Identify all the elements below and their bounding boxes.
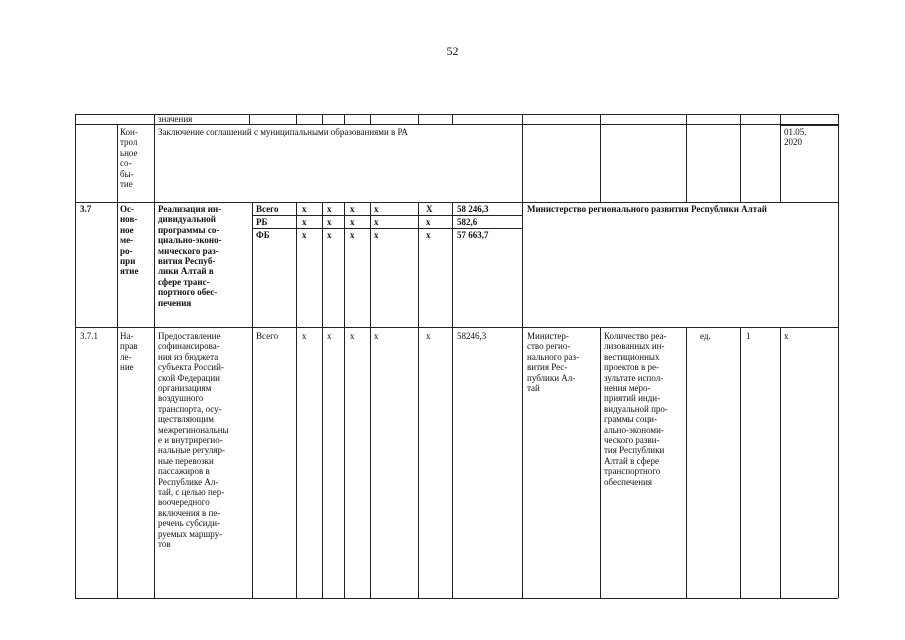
row-3-7-1-name-line: речень субсиди- (158, 518, 221, 529)
table-vline (344, 327, 345, 598)
row-3-7-type-line: Ос- (120, 204, 134, 214)
indicator-line: Алтай в сфере (604, 455, 660, 466)
x-mark: х (302, 204, 307, 214)
indicator-line: приятий инди- (604, 393, 661, 404)
row-3-7-1-name-line: руемых маршру- (158, 528, 223, 539)
row-3-7-1-executor-line: публики Ал- (527, 372, 576, 383)
x-mark: х (374, 230, 379, 240)
control-type-line: бы- (120, 168, 134, 179)
row-3-7-1-name-line: нальные регуляр- (158, 445, 226, 456)
x-mark: х (374, 204, 379, 214)
table-vline (370, 327, 371, 598)
funding-source: РБ (256, 217, 268, 227)
indicator-line: тия Республики (604, 445, 665, 456)
indicator-line: ческого разви- (604, 435, 660, 445)
row-3-7-type-line: ятие (120, 266, 139, 277)
table-hline (252, 215, 522, 216)
indicator-line: вестиционных (604, 351, 660, 362)
table-vline (296, 327, 297, 598)
table-vline (296, 114, 297, 124)
row-3-7-1-name-line: тов (158, 539, 171, 549)
table-vline (418, 114, 419, 124)
table-vline (522, 327, 523, 598)
control-type-line: со- (120, 158, 132, 169)
table-vline (686, 124, 687, 202)
table-vline (686, 327, 687, 598)
funding-source: ФБ (256, 230, 270, 240)
table-vline (686, 114, 687, 124)
table-vline (600, 124, 601, 202)
row-3-7-1-name-line: ской Федерации (158, 372, 220, 383)
row-3-7-1-executor-line: вития Рес- (527, 362, 568, 373)
row-3-7-1-name-line: софинансирова- (158, 341, 220, 352)
table-vline (322, 327, 323, 598)
table-hline (75, 327, 838, 328)
funding-amount: 58246,3 (457, 331, 487, 341)
row-3-7-1-executor-line: ство регио- (527, 341, 571, 352)
row-3-7-1-executor-line: нального раз- (527, 351, 580, 362)
row-3-7-name-line: вития Респуб- (158, 256, 216, 266)
row-3-7-1-name-line: воочередного (158, 497, 210, 508)
funding-amount: 58 246,3 (457, 204, 489, 214)
page-number: 52 (446, 44, 459, 58)
funding-source: Всего (256, 331, 279, 341)
table-vline (117, 124, 118, 598)
table-vline (740, 327, 741, 598)
table-left-border (75, 114, 76, 598)
row-3-7-1-name-line: межрегинональны (158, 424, 229, 435)
row-3-7-1-name-line: пассажиров в (158, 466, 210, 477)
x-mark: х (327, 230, 332, 240)
table-vline (249, 114, 250, 124)
x-mark: х (350, 331, 355, 341)
x-mark: х (302, 230, 307, 240)
indicator-line: видуальной про- (604, 403, 668, 414)
row-3-7-name-line: программы со- (158, 224, 220, 235)
row-3-7-1-name-line: ния из бюджета (158, 351, 219, 362)
table-hline (780, 125, 838, 126)
values-label: значения (158, 114, 193, 124)
indicator-line: ально-экономи- (604, 424, 664, 435)
x-mark: х (426, 217, 431, 227)
x-mark: х (350, 217, 355, 227)
row-3-7-type-line: при (120, 256, 136, 266)
control-type-line: трол (120, 137, 138, 148)
row-3-7-type-line: ное (120, 224, 134, 235)
table-vline (740, 124, 741, 202)
indicator-line: граммы соци- (604, 414, 657, 425)
row-3-7-name-line: печения (158, 297, 192, 308)
row-3-7-type-line: ро- (120, 245, 133, 256)
table-hline (252, 228, 522, 229)
table-right-border (838, 114, 839, 598)
control-date-line: 01.05. (784, 127, 807, 137)
row-3-7-1-name-line: включения в пе- (158, 507, 221, 518)
table-vline (600, 327, 601, 598)
table-vline (370, 114, 371, 124)
table-vline (344, 114, 345, 124)
table-vline (154, 114, 155, 598)
row-3-7-1-name-line: организациям (158, 383, 212, 393)
row-3-7-1-type-line: прав (120, 341, 138, 352)
row-3-7-1-name-line: е и внутрирегио- (158, 435, 223, 445)
indicator-line: нения меро- (604, 383, 651, 393)
table-vline (252, 202, 253, 327)
x-mark: х (302, 331, 307, 341)
indicator-mark: х (784, 331, 789, 341)
table-vline (344, 202, 345, 327)
table-vline (740, 114, 741, 124)
row-3-7-1-type-line: ние (120, 362, 134, 373)
control-description: Заключение соглашений с муниципальными образованиями в РА (158, 127, 408, 137)
indicator-line: проектов в ре- (604, 362, 659, 373)
control-type-line: Кон- (120, 127, 138, 137)
row-3-7-1-name-line: Предоставление (158, 331, 221, 341)
table-vline (522, 114, 523, 124)
row-3-7-1-type-line: На- (120, 331, 134, 341)
table-vline (252, 327, 253, 598)
control-date-line: 2020 (784, 137, 802, 148)
row-3-7-1-number: 3.7.1 (80, 331, 98, 341)
table-vline (780, 327, 781, 598)
table-vline (780, 114, 781, 124)
row-3-7-1-name-line: ществляющим (158, 414, 215, 425)
indicator-line: зультате испол- (604, 372, 664, 383)
table-vline (780, 124, 781, 202)
row-3-7-name-line: лики Алтай в (158, 266, 214, 277)
x-mark: х (327, 204, 332, 214)
row-3-7-1-type-line: ле- (120, 351, 132, 362)
row-3-7-name-line: Реализация ин- (158, 204, 222, 214)
indicator-line: лизованных ин- (604, 341, 665, 352)
table-hline (75, 202, 838, 203)
control-type-line: ьное (120, 147, 138, 158)
table-vline (452, 202, 453, 327)
table-hline (75, 598, 838, 599)
table-vline (322, 114, 323, 124)
x-mark: Х (426, 204, 433, 214)
table-vline (322, 202, 323, 327)
row-3-7-type-line: ме- (120, 235, 134, 246)
indicator-value: 1 (746, 331, 751, 341)
table-vline (522, 202, 523, 327)
row-3-7-type-line: нов- (120, 214, 138, 225)
row-3-7-1-name-line: воздушного (158, 393, 204, 404)
row-3-7-name-line: портного обес- (158, 287, 218, 298)
row-3-7-executor: Министерство регионального развития Республики Алтай (527, 204, 767, 214)
row-3-7-1-name-line: Республике Ал- (158, 476, 219, 487)
table-vline (452, 114, 453, 124)
x-mark: х (426, 331, 431, 341)
funding-amount: 57 663,7 (457, 230, 489, 240)
row-3-7-number: 3.7 (80, 204, 92, 214)
x-mark: х (302, 217, 307, 227)
table-vline (600, 114, 601, 124)
row-3-7-1-name-line: транспорта, осу- (158, 403, 222, 414)
indicator-line: Количество реа- (604, 331, 667, 341)
table-vline (418, 327, 419, 598)
x-mark: х (374, 217, 379, 227)
x-mark: х (374, 331, 379, 341)
funding-source: Всего (256, 204, 279, 214)
x-mark: х (350, 230, 355, 240)
row-3-7-name-line: сфере транс- (158, 276, 210, 287)
table-vline (522, 124, 523, 202)
table-vline (452, 327, 453, 598)
table-vline (370, 202, 371, 327)
table-vline (418, 202, 419, 327)
row-3-7-name-line: циально-эконо- (158, 235, 222, 246)
control-type-line: тие (120, 179, 133, 189)
row-3-7-name-line: дивидуальной (158, 214, 216, 225)
row-3-7-name-line: мического раз- (158, 245, 219, 256)
x-mark: х (426, 230, 431, 240)
x-mark: х (350, 204, 355, 214)
indicator-line: обеспечения (604, 476, 653, 487)
table-vline (296, 202, 297, 327)
indicator-unit: ед. (700, 331, 711, 341)
row-3-7-1-executor-line: Министер- (527, 331, 569, 341)
row-3-7-1-name-line: тай, с целью пер- (158, 487, 225, 497)
row-3-7-1-executor-line: тай (527, 383, 540, 393)
funding-amount: 582,6 (457, 217, 478, 227)
indicator-line: транспортного (604, 466, 661, 477)
row-3-7-1-name-line: субъекта Россий- (158, 362, 224, 373)
x-mark: х (327, 331, 332, 341)
x-mark: х (327, 217, 332, 227)
row-3-7-1-name-line: ные перевозки (158, 455, 214, 466)
